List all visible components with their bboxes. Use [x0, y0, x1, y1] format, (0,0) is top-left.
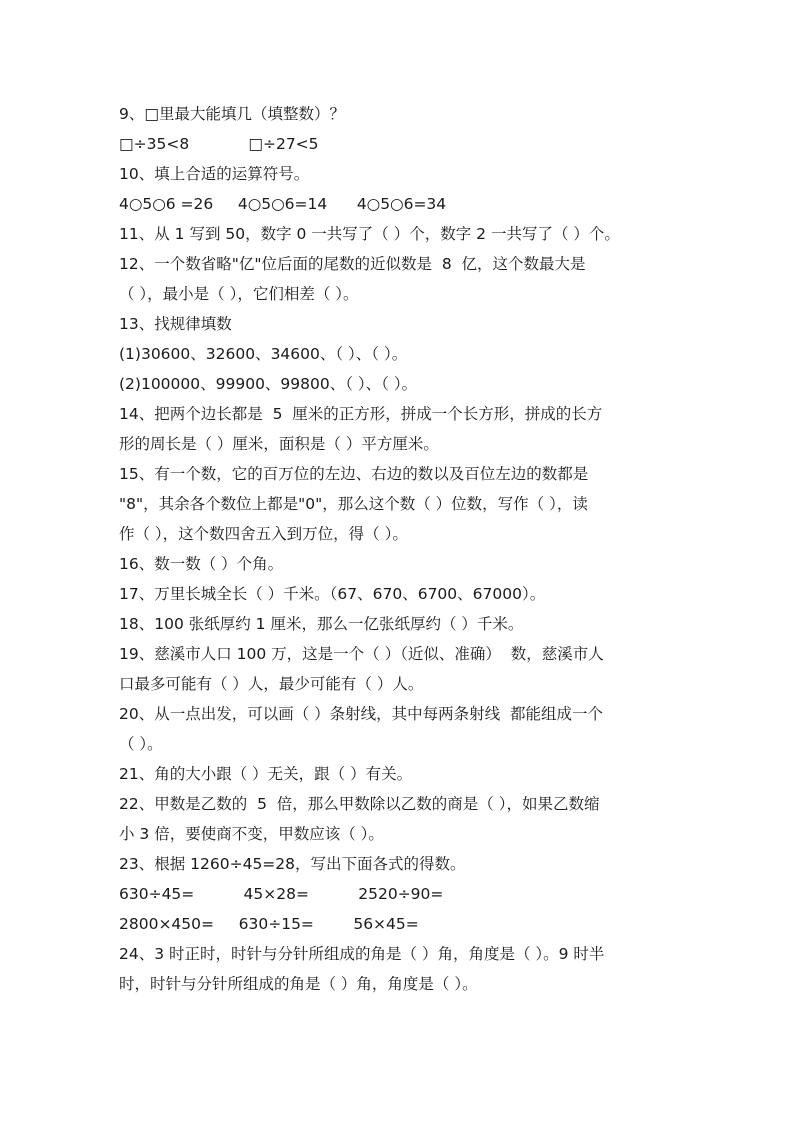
question-22-line-2: 小 3 倍，要使商不变，甲数应该（ ）。: [119, 825, 384, 843]
question-9-expressions: □÷35<8 □÷27<5: [119, 135, 319, 153]
question-18: 18、100 张纸厚约 1 厘米，那么一亿张纸厚约（ ）千米。: [119, 615, 524, 633]
question-13-part-1: (1)30600、32600、34600、（ ）、（ ）。: [119, 345, 408, 363]
question-14-line-2: 形的周长是（ ）厘米，面积是（ ）平方厘米。: [119, 435, 439, 453]
question-9-title: 9、□里最大能填几（填整数）？: [119, 105, 346, 123]
question-23-title: 23、根据 1260÷45=28，写出下面各式的得数。: [119, 855, 466, 873]
question-10-title: 10、填上合适的运算符号。: [119, 165, 310, 183]
question-20-line-1: 20、从一点出发，可以画（ ）条射线，其中每两条射线 都能组成一个: [119, 705, 604, 723]
question-14-line-1: 14、把两个边长都是 5 厘米的正方形，拼成一个长方形，拼成的长方: [119, 405, 603, 423]
question-15-line-3: 作（ ），这个数四舍五入到万位，得（ ）。: [119, 525, 408, 543]
question-15-line-2: "8"，其余各个数位上都是"0"，那么这个数（ ）位数，写作（ ），读: [119, 495, 588, 513]
document-body: [119, 99, 679, 999]
question-24-line-2: 时，时针与分针所组成的角是（ ）角，角度是（ ）。: [119, 975, 478, 993]
question-13-title: 13、找规律填数: [119, 315, 232, 333]
question-19-line-1: 19、慈溪市人口 100 万，这是一个（ ）（近似、准确） 数，慈溪市人: [119, 645, 604, 663]
question-16: 16、数一数（ ）个角。: [119, 555, 284, 573]
question-12-line-2: （ ），最小是（ ），它们相差（ ）。: [119, 285, 359, 303]
question-12-line-1: 12、一个数省略"亿"位后面的尾数的近似数是 8 亿，这个数最大是: [119, 255, 586, 273]
question-13-part-2: (2)100000、99900、99800、（ ）、（ ）。: [119, 375, 418, 393]
question-20-line-2: （ ）。: [119, 735, 163, 753]
question-10-expressions: 4○5○6 =26 4○5○6=14 4○5○6=34: [119, 195, 447, 213]
question-23-row-1: 630÷45= 45×28= 2520÷90=: [119, 885, 444, 903]
question-23-row-2: 2800×450= 630÷15= 56×45=: [119, 915, 419, 933]
question-21: 21、角的大小跟（ ）无关，跟（ ）有关。: [119, 765, 413, 783]
question-22-line-1: 22、甲数是乙数的 5 倍，那么甲数除以乙数的商是（ ），如果乙数缩: [119, 795, 600, 813]
question-17: 17、万里长城全长（ ）千米。（67、670、6700、67000）。: [119, 585, 546, 603]
question-15-line-1: 15、有一个数，它的百万位的左边、右边的数以及百位左边的数都是: [119, 465, 589, 483]
question-11: 11、从 1 写到 50，数字 0 一共写了（ ）个，数字 2 一共写了（ ）个。: [119, 225, 620, 243]
question-19-line-2: 口最多可能有（ ）人，最少可能有（ ）人。: [119, 675, 424, 693]
question-24-line-1: 24、3 时正时，时针与分针所组成的角是（ ）角，角度是（ ）。9 时半: [119, 945, 605, 963]
